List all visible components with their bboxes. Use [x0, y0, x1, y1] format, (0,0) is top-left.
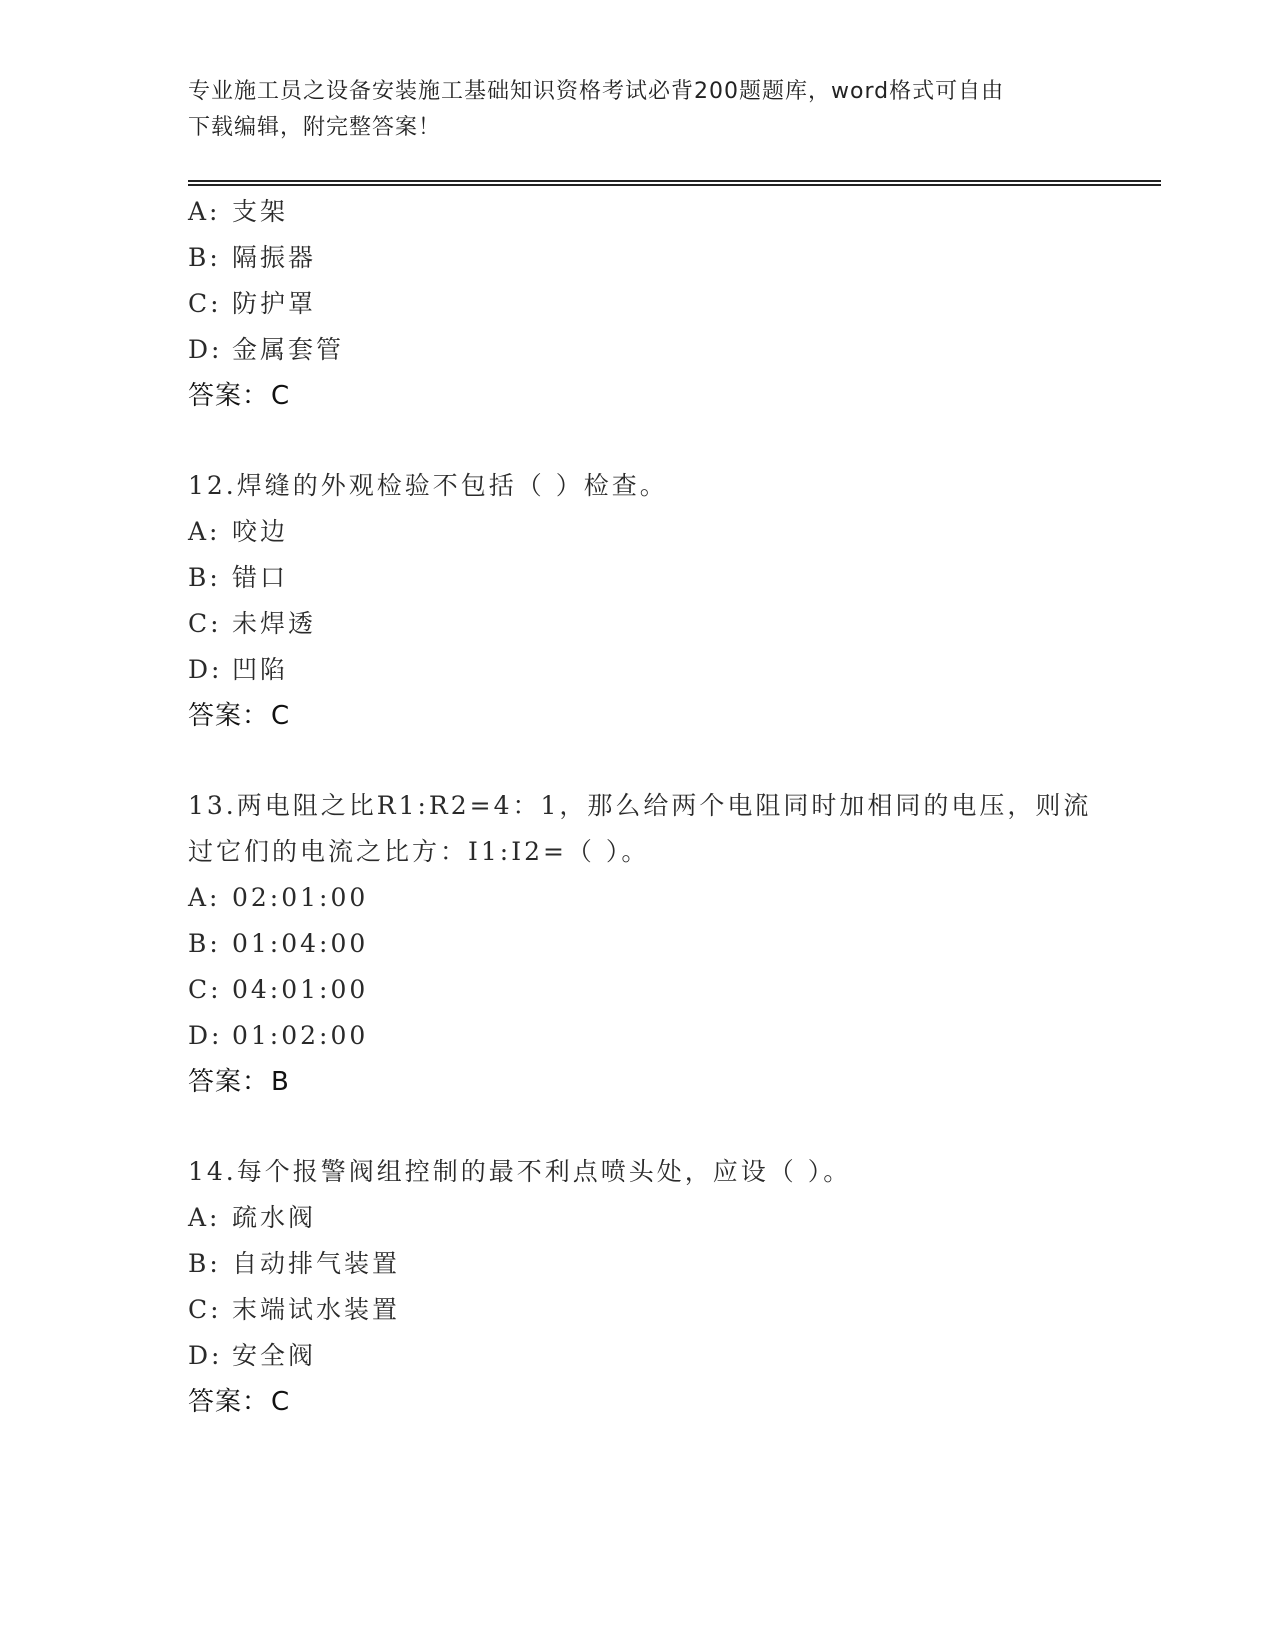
option-b: B: 错口 — [188, 563, 289, 592]
option-c: C: 末端试水装置 — [188, 1295, 401, 1324]
question-text: 14.每个报警阀组控制的最不利点喷头处，应设（ ）。 — [188, 1157, 852, 1186]
answer-value: C — [271, 701, 291, 731]
option-b: B: 隔振器 — [188, 243, 317, 272]
option-a: A: 02:01:00 — [188, 883, 369, 912]
option-a: A: 咬边 — [188, 517, 289, 546]
answer-line: 答案：C — [188, 381, 291, 411]
question-text-line-1: 13.两电阻之比R1:R2=4：1，那么给两个电阻同时加相同的电压，则流 — [188, 791, 1092, 820]
option-d: D: 金属套管 — [188, 335, 345, 364]
answer-line: 答案：B — [188, 1067, 290, 1097]
question-text: 12.焊缝的外观检验不包括（ ）检查。 — [188, 471, 668, 500]
option-c: C: 04:01:00 — [188, 975, 369, 1004]
answer-value: C — [271, 381, 291, 411]
option-c: C: 未焊透 — [188, 609, 317, 638]
answer-line: 答案：C — [188, 1387, 291, 1417]
option-b: B: 自动排气装置 — [188, 1249, 401, 1278]
question-block-13 — [188, 783, 1108, 1105]
answer-value: C — [271, 1387, 291, 1417]
option-d: D: 凹陷 — [188, 655, 289, 684]
question-block-12 — [188, 463, 1108, 739]
option-d: D: 01:02:00 — [188, 1021, 369, 1050]
answer-line: 答案：C — [188, 701, 291, 731]
rule-line-top — [188, 180, 1161, 182]
option-a: A: 支架 — [188, 197, 289, 226]
option-c: C: 防护罩 — [188, 289, 317, 318]
option-a: A: 疏水阀 — [188, 1203, 317, 1232]
rule-line-bottom — [188, 184, 1161, 186]
question-text-line-2: 过它们的电流之比方：I1:I2=（ ）。 — [188, 837, 650, 866]
header-title-line-1: 专业施工员之设备安装施工基础知识资格考试必背200题题库，word格式可自由 — [188, 79, 1005, 104]
option-b: B: 01:04:00 — [188, 929, 369, 958]
option-d: D: 安全阀 — [188, 1341, 317, 1370]
question-block-11 — [188, 189, 1108, 419]
document-header — [188, 74, 1088, 146]
question-list — [188, 189, 1108, 1425]
header-double-rule — [188, 180, 1161, 186]
header-title-line-2: 下载编辑，附完整答案！ — [188, 115, 442, 140]
question-block-14 — [188, 1149, 1108, 1425]
answer-value: B — [271, 1067, 290, 1097]
